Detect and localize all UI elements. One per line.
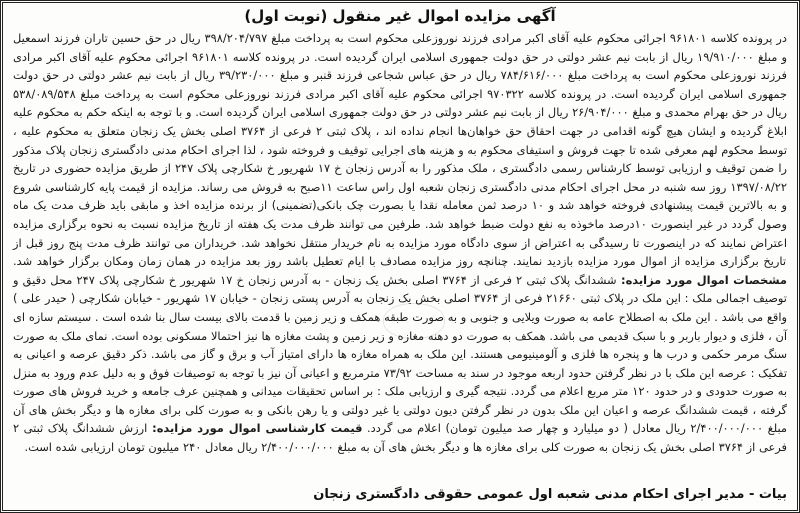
appraisal-price-heading: قیمت کارشناسی اموال مورد مزایده: <box>147 421 363 436</box>
paragraph-appraisal-price: ارزش ششدانگ پلاک ثبتی ۲ فرعی از ۳۷۶۴ اصلی بخش یک زنجان به صورت کلی برای مغازه ها و دیگر بخش های آن به مبلغ ۲/۴۰۰/۰۰۰/۰۰۰ ریال معادل ۲۴۰ میلیون تومان ارزیابی شده است. <box>13 421 787 455</box>
notice-body <box>13 29 787 457</box>
notice-title: آگهی مزایده اموال غیر منقول (نوبت اول) <box>244 7 556 25</box>
signature-line: بیات - مدیر اجرای احکام مدنی شعبه اول عمومی حقوقی دادگستری زنجان <box>313 487 787 502</box>
paragraph-property-specs: ششدانگ پلاک ثبتی ۲ فرعی از ۳۷۶۴ اصلی بخش یک زنجان - به آدرس زنجان خ ۱۷ شهریور خ شکارچی پلاک ۲۴۷ محل دقیق و توصیف اجمالی ملک : این ملک در پلاک ثبتی ۲۱۶۶۰ فرعی از ۳۷۶۴ اصلی بخش یک زنجان به آدرس پستی زنجان - خیابان ۱۷ شهریور - خیابان شکارچی ( حیدر علی ) واقع می باشد . این ملک به اصطلاح عامه به صورت ویلایی و جنوبی و به صورت طبقه همکف و زیر زمین با قدمت بالای بیست سال بنا شده است . سیستم سازه ای آن ، فلزی و دیوار باربر و با سبک قدیمی می باشد. همکف به صورت دو دهنه مغازه و زیر زمین و پشت مغازه ها نیز احتمالا مسکونی بوده است. نمای ملک به صورت سنگ مرمر حکمی و درب ها و پنجره ها فلزی و آلومینیومی هستند. این ملک به همراه مغازه ها دارای امتیاز آب و برق و گاز می باشد. ذکر دقیق عرصه و اعیانی به تفکیک : عرصه این ملک با در نظر گرفتن حدود اربعه موجود در سند به مساحت ۷۳/۹۲ مترمربع و اعیانی آن نیز با توجه به توصیفات فوق و به دلیل عدم ورود به منزل به صورت حدودی و در حدود ۱۲۰ متر مربع اعلام می گردد. نتیجه گیری و ارزیابی ملک : بر اساس تحقیقات میدانی و همچنین عرف جامعه و خرید فروش های صورت گرفته ، قیمت ششدانگ عرصه و اعیان این ملک بدون در نظر گرفتن دیون دولتی یا غیر دولتی و یا رهن بانکی و به صورت کلی برای مغازه ها و دیگر بخش های آن مبلغ ۲/۴۰۰/۰۰۰/۰۰۰ ریال معادل ( دو میلیارد و چهار صد میلیون تومان) اعلام می گردد. <box>13 272 788 436</box>
faint-stamp <box>383 303 445 339</box>
paragraph-case-details: در پرونده کلاسه ۹۶۱۸۰۱ اجرائی محکوم علیه آقای اکبر مرادی فرزند نوروزعلی محکوم است به پرداخت مبلغ ۳۹۸/۲۰۴/۷۹۷ ریال در حق حسین تاران فرزند اسمعیل و مبلغ ۱۹/۹۱۰/۰۰۰ ریال از بابت نیم عشر دولتی در حق دولت جمهوری اسلامی ایران گردیده است. در پرونده کلاسه ۹۶۱۸۰۱ اجرائی محکوم علیه آقای اکبر مرادی فرزند نوروزعلی محکوم است به پرداخت مبلغ ۷۸۴/۶۱۶/۰۰۰ ریال در حق عباس شجاعی فرزند قنبر و مبلغ ۳۹/۲۳۰/۰۰۰ ریال از بابت نیم عشر دولتی در حق دولت جمهوری اسلامی ایران گردیده است. در پرونده کلاسه ۹۷۰۳۲۲ اجرائی محکوم علیه آقای اکبر مرادی فرزند نوروزعلی محکوم است به پرداخت مبلغ ۵۳۸/۰۸۹/۵۴۸ ریال در حق بهرام محمدی و مبلغ ۲۶/۹۰۴/۰۰۰ ریال از بابت نیم عشر دولتی در حق دولت جمهوری اسلامی ایران گردیده است. و با توجه به اینکه حکم به محکوم علیه ابلاغ گردیده و ایشان هیچ گونه اقدامی در جهت احقاق حق خواهان‌ها انجام نداده اند ، پلاک ثبتی ۲ فرعی از ۳۷۶۴ اصلی بخش یک زنجان متعلق به محکوم علیه ، توسط محکوم لهم معرفی شده تا جهت فروش و استیفای محکوم به و هزینه های اجرایی توقیف و فروخته شود ، لذا اجرای احکام مدنی دادگستری زنجان پلاک مذکور را ضمن توقیف و ارزیابی توسط کارشناس رسمی دادگستری ، ملک مذکور را به آدرس زنجان خ ۱۷ شهریور خ شکارچی پلاک ۲۴۷ از طریق مزایده حضوری در تاریخ ۱۳۹۷/۰۸/۲۲ روز سه شنبه در محل اجرای احکام مدنی دادگستری زنجان شعبه اول راس ساعت ۱۱صبح به فروش می رساند. مزایده از قیمت پایه کارشناسی شروع و به بالاترین قیمت پیشنهادی فروخته خواهد شد و ۱۰ درصد ثمن معامله نقدا یا بصورت چک بانکی(تضمینی) از برنده مزایده اخذ و مابقی باید ظرف مدت یک ماه وصول گردد در غیر اینصورت ۱۰درصد ماخوذه به نفع دولت ضبط خواهد شد. طرفین می توانند ظرف مدت یک هفته از تاریخ مزایده نسبت به نحوه برگزاری مزایده اعتراض نمایند که در اینصورت تا رسیدگی به اعتراض از سوی دادگاه مورد مزایده به نام خریدار منتقل نخواهد شد. خریداران می توانند ظرف مدت پنج روز قبل از تاریخ برگزاری مزایده از اموال مورد مزایده بازدید نمایند. چنانچه روز مزایده مصادف با ایام تعطیل باشد روز بعد مزایده در همان زمان ومکان برگزار خواهد شد. <box>13 31 788 269</box>
property-specs-heading: مشخصات اموال مورد مزایده: <box>616 272 787 287</box>
